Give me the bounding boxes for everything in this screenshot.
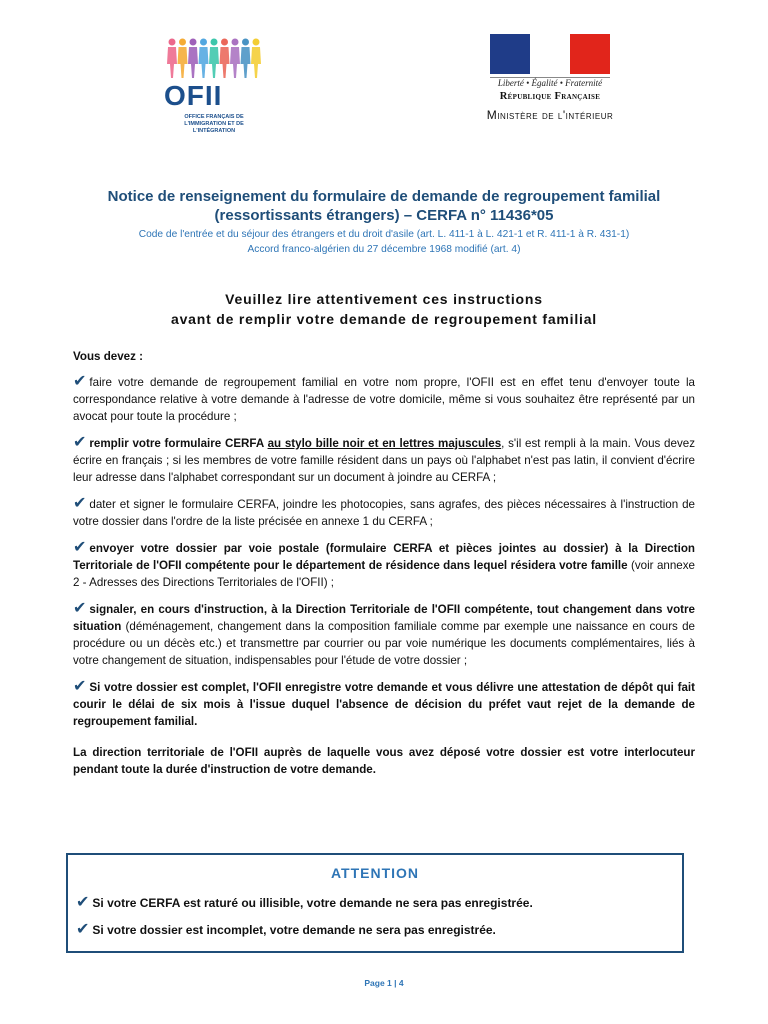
ofii-people-figures-icon bbox=[162, 36, 262, 80]
person-figure bbox=[220, 39, 230, 79]
item-text: (voir annexe 2 - Adresses des Directions Territoriales de l'OFII) ; bbox=[73, 559, 695, 589]
attention-item bbox=[76, 919, 496, 939]
interlocutor-paragraph: La direction territoriale de l'OFII auprès de laquelle vous avez déposé votre dossier est votre interlocuteur pendant toute la durée d'instruction de votre demande. bbox=[73, 746, 695, 776]
document-title-line1: Notice de renseignement du formulaire de demande de regroupement familial bbox=[107, 188, 661, 205]
item-text: (déménagement, changement dans la composition familiale comme par exemple une naissance en cours de procédure ou un décès etc.) et transmettre par courrier ou par voie numérique les documents complémentaires, liés à votre changement de situation, indispensables pour l'étude de votre dossier ; bbox=[73, 620, 695, 667]
republique-francaise-text: République Française bbox=[499, 91, 601, 102]
ofii-logo bbox=[158, 36, 268, 136]
ofii-logo-text: OFII bbox=[164, 80, 223, 111]
item-text: remplir votre formulaire CERFA bbox=[89, 437, 268, 450]
item-text: Si votre dossier est complet, l'OFII enregistre votre demande et vous délivre une attestation de dépôt qui fait courir le délai de six mois à l'issue duquel l'absence de décision du préfet vaut rejet de la demande de regroupement familial. bbox=[73, 681, 695, 728]
item-emphasis: au stylo bille noir et en lettres majuscules bbox=[267, 437, 502, 450]
vous-devez-label: Vous devez : bbox=[73, 350, 144, 363]
check-icon: ✔ bbox=[73, 434, 87, 451]
person-figure bbox=[178, 39, 188, 79]
republique-francaise-logo bbox=[458, 34, 658, 126]
attention-item bbox=[76, 892, 533, 912]
person-figure bbox=[209, 39, 219, 79]
check-icon: ✔ bbox=[73, 495, 87, 512]
ofii-logo-subtitle: OFFICE FRANÇAIS DE L'IMMIGRATION ET DE L'INTÉGRATION bbox=[184, 114, 244, 134]
list-item bbox=[73, 495, 695, 530]
person-figure bbox=[188, 39, 198, 79]
instructions-heading-line2: avant de remplir votre demande de regroupement familial bbox=[171, 311, 597, 327]
check-icon: ✔ bbox=[76, 921, 90, 938]
list-item bbox=[73, 600, 695, 669]
item-text: envoyer votre dossier par voie postale (formulaire CERFA et pièces jointes au dossier) à la Direction Territoriale de l'OFII compétente pour le département de résidence dans lequel résidera votre famille bbox=[73, 542, 695, 572]
devise-text: Liberté • Égalité • Fraternité bbox=[497, 78, 603, 88]
person-figure bbox=[251, 39, 261, 79]
ministere-text: Ministère de l'intérieur bbox=[486, 108, 614, 122]
list-item bbox=[73, 678, 695, 730]
list-item bbox=[73, 434, 695, 486]
attention-box bbox=[66, 853, 684, 953]
attention-item-text: Si votre CERFA est raturé ou illisible, votre demande ne sera pas enregistrée. bbox=[92, 896, 533, 910]
person-figure bbox=[241, 39, 251, 79]
marianne-flag-icon bbox=[490, 34, 610, 74]
instructions-heading-line1: Veuillez lire attentivement ces instructions bbox=[225, 291, 543, 307]
person-figure bbox=[167, 39, 177, 79]
check-icon: ✔ bbox=[73, 373, 87, 390]
legal-reference-line2: Accord franco-algérien du 27 décembre 1968 modifié (art. 4) bbox=[247, 244, 521, 255]
item-text: faire votre demande de regroupement familial en votre nom propre, l'OFII est en effet tenu d'envoyer toute la correspondance relative à votre demande à l'adresse de votre domicile, même si vous souhaitez être représenté par un avocat pour toute la procédure ; bbox=[73, 376, 695, 423]
person-figure bbox=[230, 39, 240, 79]
list-item bbox=[73, 539, 695, 591]
document-title-line2: (ressortissants étrangers) – CERFA n° 11436*05 bbox=[214, 207, 554, 224]
attention-item-text: Si votre dossier est incomplet, votre demande ne sera pas enregistrée. bbox=[92, 923, 496, 937]
attention-title: ATTENTION bbox=[330, 865, 420, 881]
item-text: , s'il est rempli à la main. Vous devez écrire en français ; si les membres de votre famille résident dans un pays où l'alphabet n'est pas latin, il convient d'écrire leur adresse dans l'alphabet correspondant sur un document à joindre au CERFA ; bbox=[73, 437, 695, 484]
legal-reference-line1: Code de l'entrée et du séjour des étrangers et du droit d'asile (art. L. 411-1 à L. 421-1 et R. 411-1 à R. 431-1) bbox=[138, 229, 630, 240]
check-icon: ✔ bbox=[73, 678, 87, 695]
list-item bbox=[73, 373, 695, 425]
check-icon: ✔ bbox=[76, 894, 90, 911]
person-figure bbox=[199, 39, 209, 79]
item-text: signaler, en cours d'instruction, à la Direction Territoriale de l'OFII compétente, tout changement dans votre situation bbox=[73, 603, 695, 633]
item-text: dater et signer le formulaire CERFA, joindre les photocopies, sans agrafes, des pièces nécessaires à l'instruction de votre dossier dans l'ordre de la liste précisée en annexe 1 du CERFA ; bbox=[73, 498, 695, 528]
check-icon: ✔ bbox=[73, 600, 87, 617]
instructions-body bbox=[73, 348, 695, 790]
page-number: Page 1 | 4 bbox=[364, 978, 404, 988]
check-icon: ✔ bbox=[73, 539, 87, 556]
